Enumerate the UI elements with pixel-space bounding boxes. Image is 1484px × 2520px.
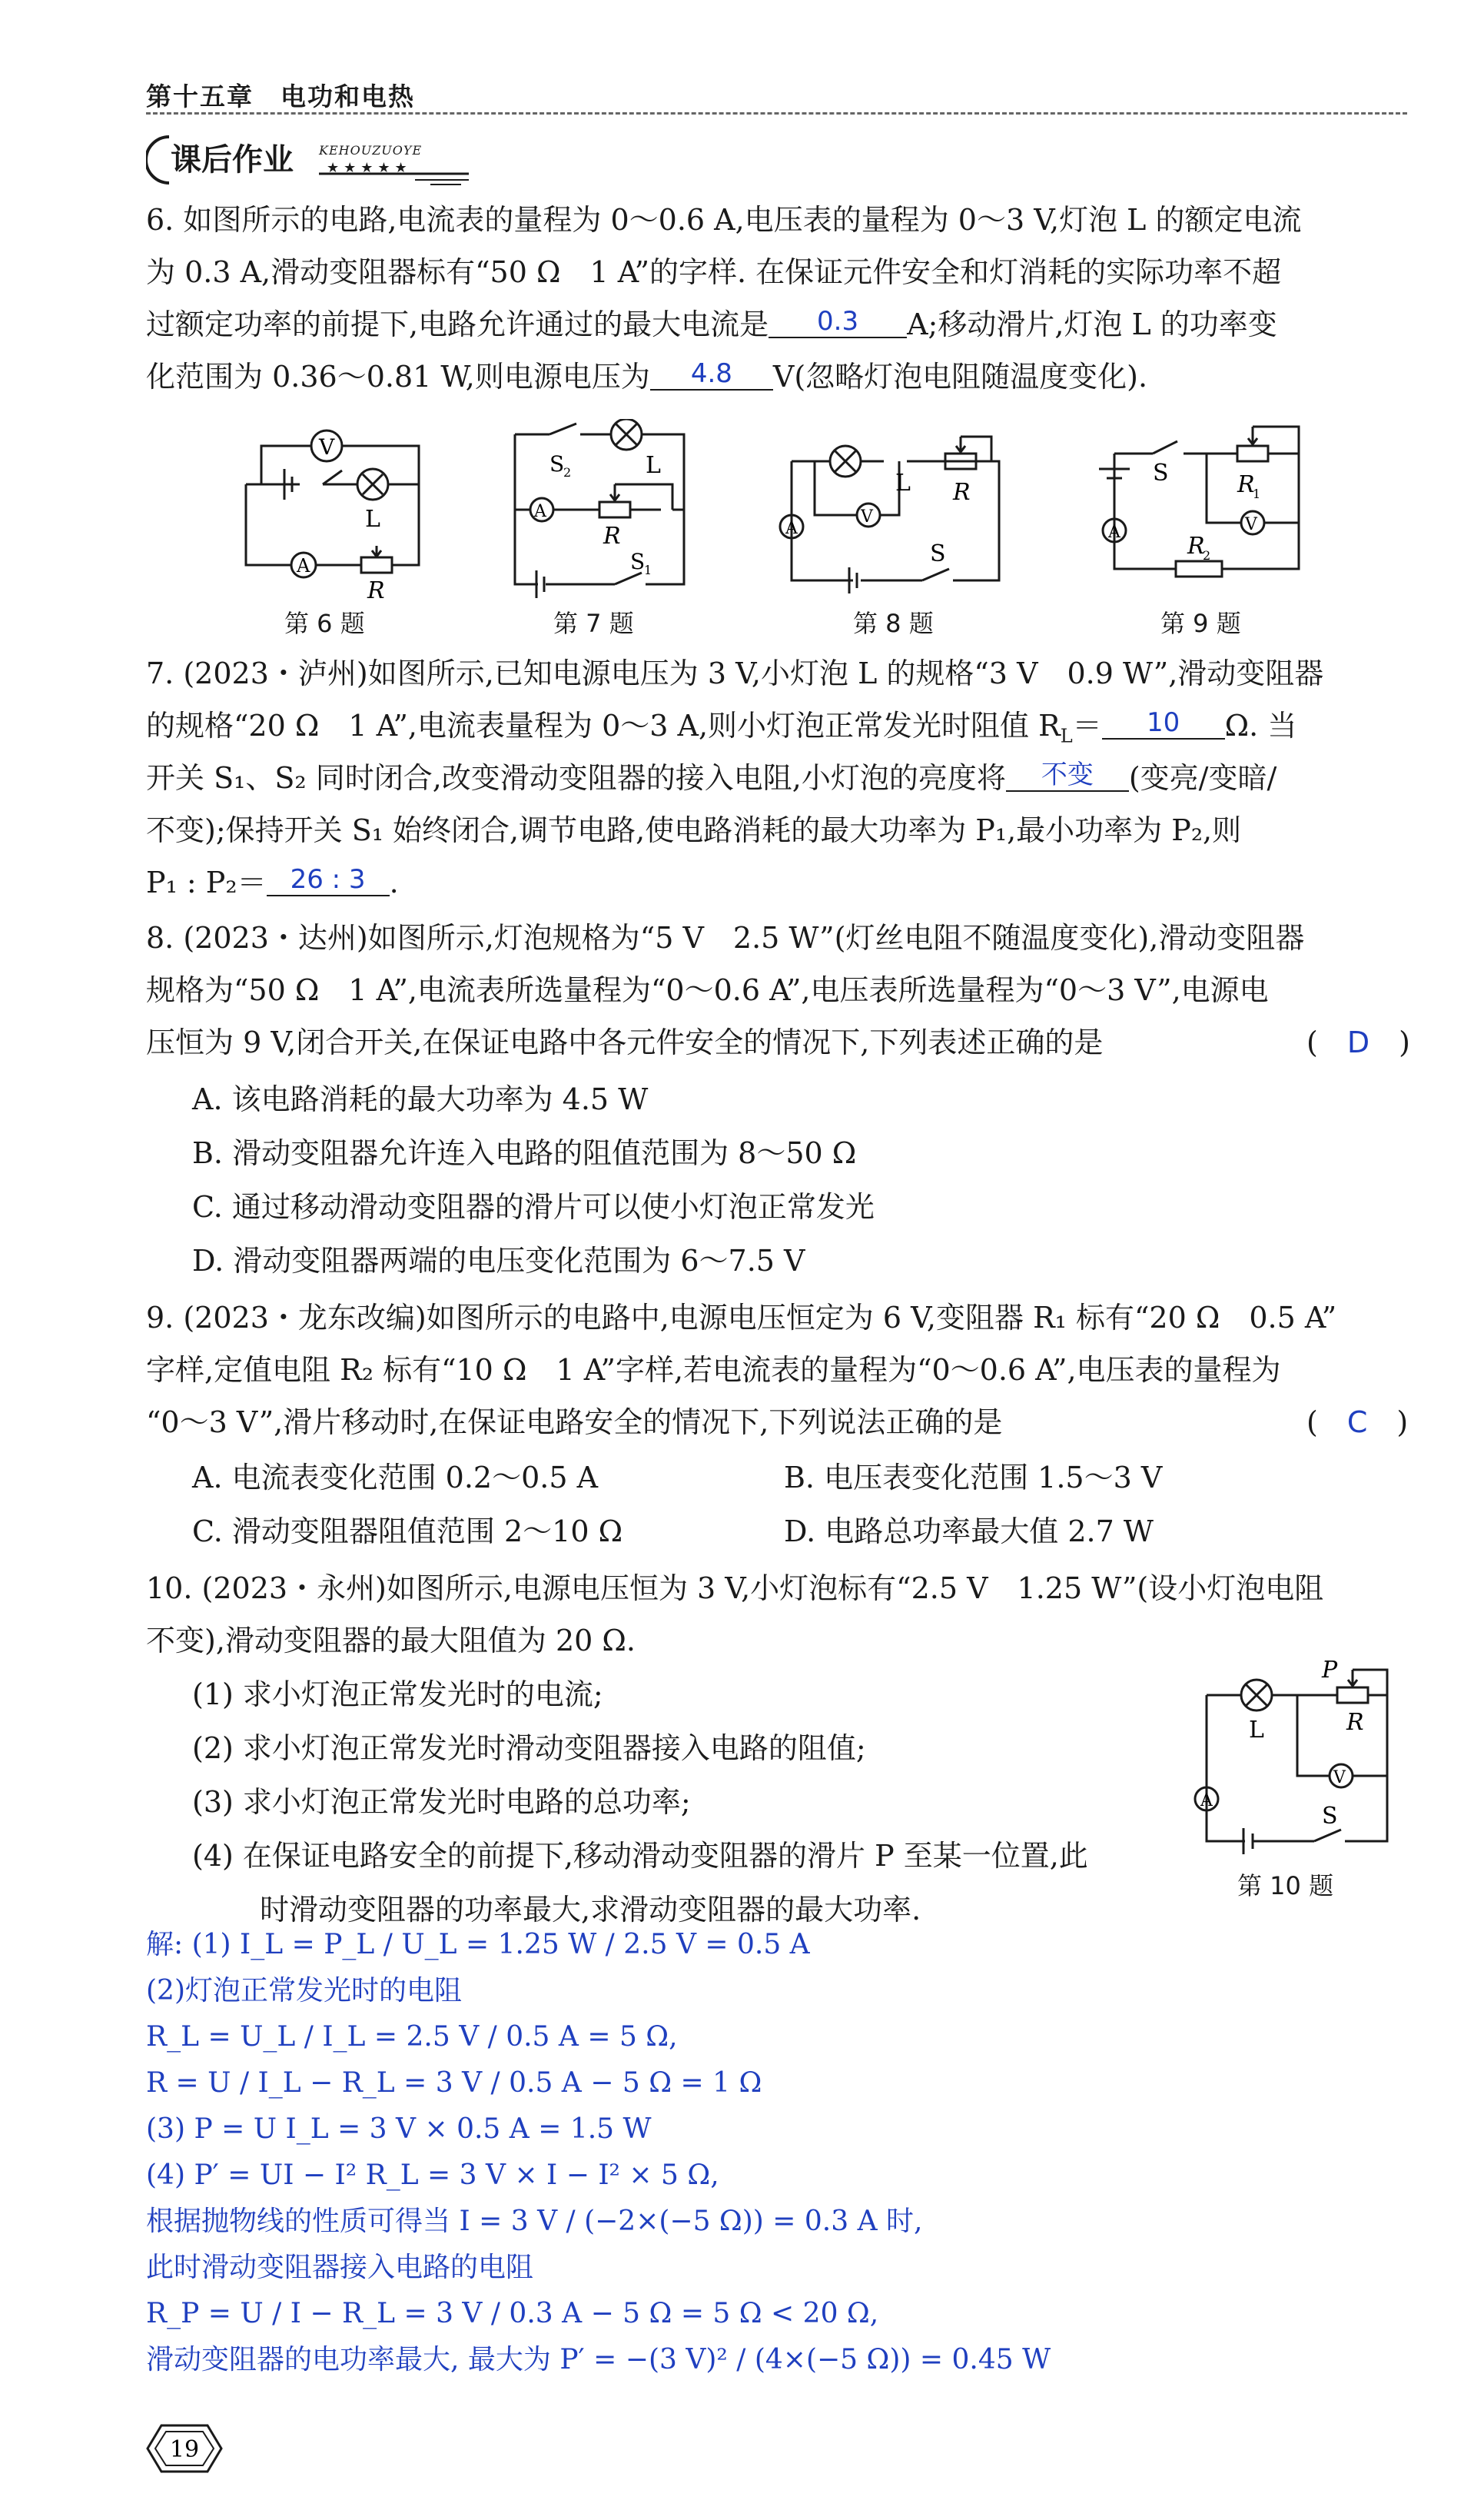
figure-6-circuit xyxy=(231,423,430,600)
q7-line3: 开关 S₁、S₂ 同时闭合,改变滑动变阻器的接入电阻,小灯泡的亮度将 不变 (变亮/变暗/ xyxy=(146,760,1277,795)
figure-9-circuit xyxy=(1091,415,1322,600)
svg-text:S: S xyxy=(930,540,946,567)
q10-sub4-cont: 时滑动变阻器的功率最大,求滑动变阻器的最大功率. xyxy=(260,1893,921,1927)
q7-line5: P₁ : P₂＝ 26 : 3 . xyxy=(146,864,399,899)
svg-text:L: L xyxy=(895,470,911,497)
q9-line1: 9. (2023・龙东改编)如图所示的电路中,电源电压恒定为 6 V,变阻器 R₁ 标有“20 Ω 0.5 A” xyxy=(146,1301,1337,1335)
svg-text:L: L xyxy=(1249,1717,1264,1744)
figure-10-circuit xyxy=(1184,1661,1406,1860)
q7-answer-1: 10 xyxy=(1102,707,1225,740)
solution-line2: (2)灯泡正常发光时的电阻 xyxy=(146,1975,462,2006)
q10-line1: 10. (2023・永州)如图所示,电源电压恒为 3 V,小灯泡标有“2.5 V 1.25 W”(设小灯泡电阻 xyxy=(146,1571,1324,1605)
svg-text:V: V xyxy=(861,507,873,527)
page-number-badge xyxy=(146,2422,223,2475)
q9-choice-c: C. 滑动变阻器阻值范围 2～10 Ω xyxy=(192,1514,623,1548)
q6-line1: 6. 如图所示的电路,电流表的量程为 0～0.6 A,电压表的量程为 0～3 V,灯泡 L 的额定电流 xyxy=(146,203,1302,237)
solution-line5: (3) P = U I_L = 3 V × 0.5 A = 1.5 W xyxy=(146,2113,652,2145)
header-divider xyxy=(146,112,1407,115)
svg-text:S: S xyxy=(1153,460,1169,487)
badge-subtitle: KEHOUZUOYE xyxy=(319,143,423,158)
svg-text:1: 1 xyxy=(1253,487,1261,501)
q7-line4: 不变);保持开关 S₁ 始终闭合,调节电路,使电路消耗的最大功率为 P₁,最小功率为 P₂,则 xyxy=(146,813,1242,847)
svg-text:A: A xyxy=(1200,1791,1213,1810)
svg-text:V: V xyxy=(1245,515,1257,534)
solution-line3: R_L = U_L / I_L = 2.5 V / 0.5 A = 5 Ω, xyxy=(146,2021,678,2053)
q7-line1: 7. (2023・泸州)如图所示,已知电源电压为 3 V,小灯泡 L 的规格“3 V 0.9 W”,滑动变阻器 xyxy=(146,657,1324,690)
solution-line8: 此时滑动变阻器接入电路的电阻 xyxy=(146,2252,534,2283)
q6-line3: 过额定功率的前提下,电路允许通过的最大电流是 0.3 A;移动滑片,灯泡 L 的功率变 xyxy=(146,306,1277,341)
svg-text:1: 1 xyxy=(644,563,652,577)
svg-text:R: R xyxy=(603,523,621,550)
figure-8-circuit xyxy=(776,431,1022,600)
q7-answer-2: 不变 xyxy=(1006,760,1129,792)
badge-arc-icon xyxy=(146,137,169,183)
svg-text:P: P xyxy=(1322,1661,1338,1684)
solution-line4: R = U / I_L − R_L = 3 V / 0.5 A − 5 Ω = 1 Ω xyxy=(146,2067,762,2099)
q6-line2: 为 0.3 A,滑动变阻器标有“50 Ω 1 A”的字样. 在保证元件安全和灯消耗的实际功率不超 xyxy=(146,255,1282,289)
svg-text:2: 2 xyxy=(1203,548,1211,563)
q8-choice-c: C. 通过移动滑动变阻器的滑片可以使小灯泡正常发光 xyxy=(192,1190,875,1224)
svg-text:L: L xyxy=(646,452,661,479)
q8-line1: 8. (2023・达州)如图所示,灯泡规格为“5 V 2.5 W”(灯丝电阻不随温度变化),滑动变阻器 xyxy=(146,921,1305,955)
q10-sub4: (4) 在保证电路安全的前提下,移动滑动变阻器的滑片 P 至某一位置,此 xyxy=(192,1839,1088,1873)
q7-line2: 的规格“20 Ω 1 A”,电流表量程为 0～3 A,则小灯泡正常发光时阻值 $R_L= 10$ Ω. 当 xyxy=(146,707,1297,747)
q8-line3: 压恒为 9 V,闭合开关,在保证电路中各元件安全的情况下,下列表述正确的是 xyxy=(146,1026,1104,1059)
svg-text:A: A xyxy=(297,555,310,577)
q6-answer-2: 4.8 xyxy=(650,358,773,391)
q10-line2: 不变),滑动变阻器的最大阻值为 20 Ω. xyxy=(146,1624,636,1657)
svg-text:V: V xyxy=(1333,1768,1346,1787)
badge-title: 课后作业 xyxy=(171,142,294,178)
svg-text:R: R xyxy=(367,577,385,600)
q8-line2: 规格为“50 Ω 1 A”,电流表所选量程为“0～0.6 A”,电压表所选量程为“0～3 V”,电源电 xyxy=(146,973,1269,1007)
solution-line6: (4) P′ = UI − I² R_L = 3 V × I − I² × 5 Ω, xyxy=(146,2159,719,2191)
q9-line2: 字样,定值电阻 R₂ 标有“10 Ω 1 A”字样,若电流表的量程为“0～0.6 A”,电压表的量程为 xyxy=(146,1353,1281,1387)
q8-answer: ( D ) xyxy=(1306,1026,1410,1059)
figure-8-caption: 第 8 题 xyxy=(853,609,934,638)
q9-answer: ( C ) xyxy=(1306,1405,1409,1439)
solution-line1: 解: (1) I_L = P_L / U_L = 1.25 W / 2.5 V = 0.5 A xyxy=(146,1929,810,1960)
solution-line9: R_P = U / I − R_L = 3 V / 0.3 A − 5 Ω = 5 Ω < 20 Ω, xyxy=(146,2298,879,2329)
figure-10-caption: 第 10 题 xyxy=(1237,1871,1334,1900)
svg-text:S: S xyxy=(1322,1803,1338,1830)
solution-line10: 滑动变阻器的电功率最大, 最大为 P′ = −(3 V)² / (4×(−5 Ω)) = 0.45 W xyxy=(146,2344,1051,2375)
svg-text:R: R xyxy=(1187,533,1205,560)
figure-7-circuit xyxy=(500,419,715,603)
svg-text:R: R xyxy=(953,479,971,506)
q9-choice-b: B. 电压表变化范围 1.5～3 V xyxy=(784,1461,1163,1494)
q6-answer-1: 0.3 xyxy=(769,306,907,338)
svg-text:A: A xyxy=(1108,523,1120,542)
svg-text:A: A xyxy=(785,519,798,538)
svg-text:V: V xyxy=(319,434,335,460)
q9-choice-d: D. 电路总功率最大值 2.7 W xyxy=(784,1514,1154,1548)
badge-stars: ★★★★★ xyxy=(327,160,412,176)
q8-choice-b: B. 滑动变阻器允许连入电路的阻值范围为 8～50 Ω xyxy=(192,1136,857,1170)
chapter-header: 第十五章 电功和电热 xyxy=(146,81,415,111)
svg-text:S: S xyxy=(549,451,565,477)
solution-line7: 根据抛物线的性质可得当 I = 3 V / (−2×(−5 Ω)) = 0.3 A 时, xyxy=(146,2206,923,2237)
svg-text:R: R xyxy=(1346,1709,1364,1736)
q10-sub3: (3) 求小灯泡正常发光时电路的总功率; xyxy=(192,1785,691,1819)
figure-9-caption: 第 9 题 xyxy=(1160,609,1241,638)
q8-choice-a: A. 该电路消耗的最大功率为 4.5 W xyxy=(192,1082,649,1116)
q8-choice-d: D. 滑动变阻器两端的电压变化范围为 6～7.5 V xyxy=(192,1244,805,1278)
q7-answer-3: 26 : 3 xyxy=(267,864,390,896)
svg-text:A: A xyxy=(534,502,546,521)
q10-sub2: (2) 求小灯泡正常发光时滑动变阻器接入电路的阻值; xyxy=(192,1731,866,1765)
q9-choice-a: A. 电流表变化范围 0.2～0.5 A xyxy=(192,1461,599,1494)
svg-text:R: R xyxy=(1237,471,1255,498)
figure-7-caption: 第 7 题 xyxy=(553,609,634,638)
svg-text:S: S xyxy=(630,549,646,574)
svg-text:L: L xyxy=(365,506,380,533)
q9-line3: “0～3 V”,滑片移动时,在保证电路安全的情况下,下列说法正确的是 xyxy=(146,1405,1003,1439)
q6-line4: 化范围为 0.36～0.81 W,则电源电压为 4.8 V(忽略灯泡电阻随温度变化). xyxy=(146,358,1148,394)
page-number: 19 xyxy=(169,2436,200,2463)
q10-sub1: (1) 求小灯泡正常发光时的电流; xyxy=(192,1677,603,1711)
figure-6-caption: 第 6 题 xyxy=(284,609,365,638)
svg-text:2: 2 xyxy=(563,465,572,480)
